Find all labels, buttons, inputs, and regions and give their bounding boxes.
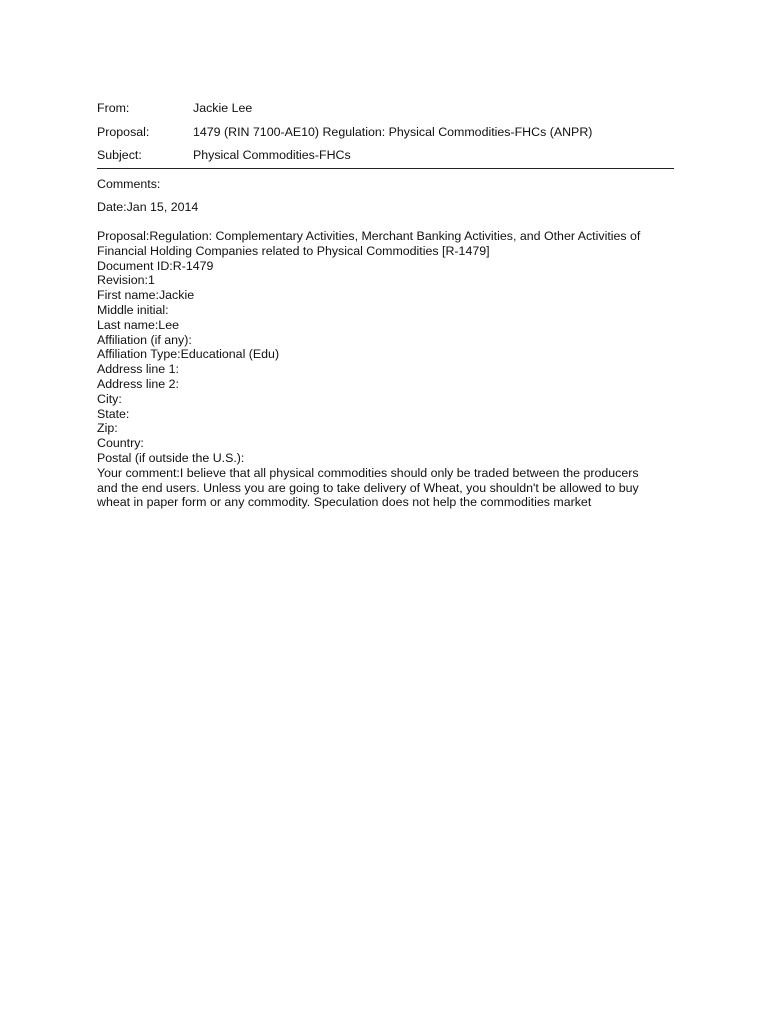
document-id: Document ID:R-1479	[97, 258, 214, 273]
date-line: Date:Jan 15, 2014	[97, 200, 199, 214]
affiliation-type: Affiliation Type:Educational (Edu)	[97, 347, 280, 362]
proposal-row	[97, 124, 677, 140]
comments-label: Comments:	[97, 177, 161, 191]
proposal-line-1: Proposal:Regulation: Complementary Activities, Merchant Banking Activities, and Other Activities of	[97, 229, 641, 243]
address-line-1: Address line 1:	[97, 362, 179, 377]
subject-label: Subject:	[97, 148, 142, 162]
from-row	[97, 100, 677, 116]
middle-initial: Middle initial:	[97, 302, 169, 317]
comment-line-1: Your comment:I believe that all physical commodities should only be traded between the producers	[97, 465, 639, 480]
from-label: From:	[97, 101, 130, 115]
comment-line-3: wheat in paper form or any commodity. Speculation does not help the commodities market	[97, 495, 592, 510]
city: City:	[97, 391, 122, 406]
comment-line-2: and the end users. Unless you are going to take delivery of Wheat, you shouldn't be allowed to buy	[97, 480, 639, 495]
comment-body	[97, 229, 662, 510]
postal: Postal (if outside the U.S.):	[97, 450, 245, 465]
header-divider	[97, 168, 674, 169]
proposal-line-2: Financial Holding Companies related to Physical Commodities [R-1479]	[97, 243, 490, 258]
subject-value: Physical Commodities-FHCs	[193, 148, 351, 162]
state: State:	[97, 406, 130, 421]
affiliation: Affiliation (if any):	[97, 332, 192, 347]
from-value: Jackie Lee	[193, 101, 253, 115]
proposal-label: Proposal:	[97, 125, 150, 139]
revision: Revision:1	[97, 273, 155, 288]
country: Country:	[97, 436, 144, 451]
zip: Zip:	[97, 421, 118, 436]
address-line-2: Address line 2:	[97, 376, 179, 391]
proposal-value: 1479 (RIN 7100-AE10) Regulation: Physical Commodities-FHCs (ANPR)	[193, 125, 593, 139]
last-name: Last name:Lee	[97, 317, 179, 332]
subject-row	[97, 147, 677, 163]
first-name: First name:Jackie	[97, 288, 195, 303]
